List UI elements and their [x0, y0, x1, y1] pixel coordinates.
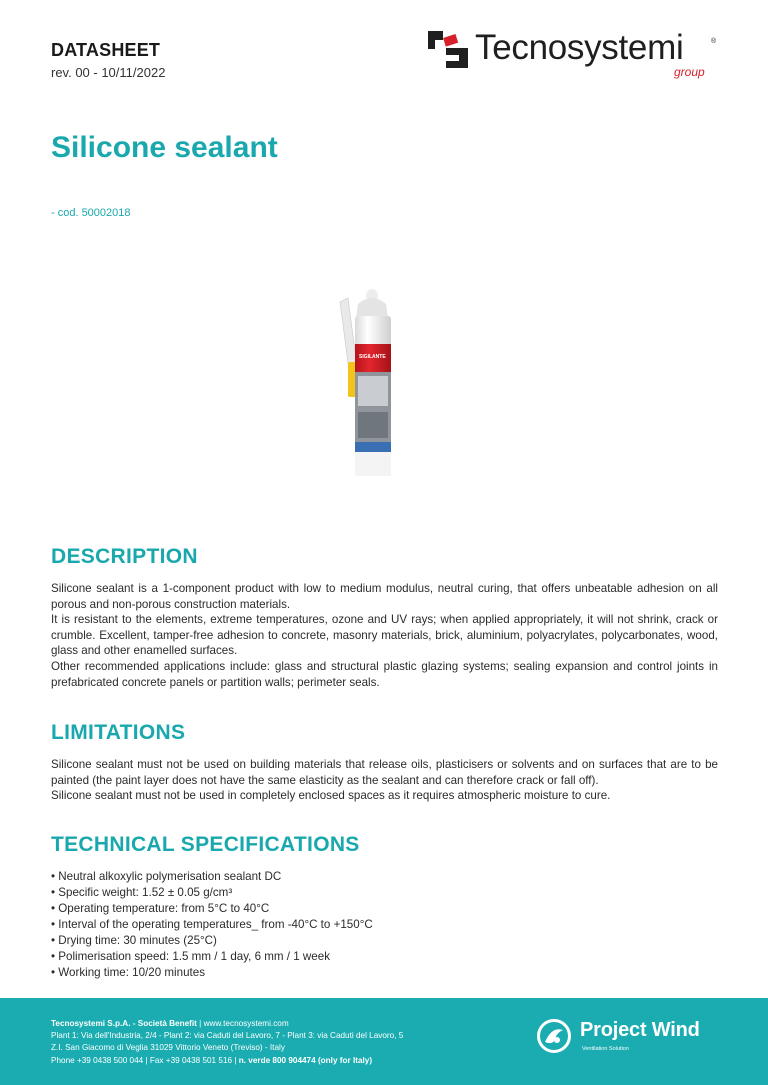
plant-addresses: Plant 1: Via dell'Industria, 2/4 - Plant 2: via Caduti del Lavoro, 7 - Plant 3: via Caduti del Lavoro, 5 [51, 1031, 404, 1041]
spec-item: • Specific weight: 1.52 ± 0.05 g/cm³ [51, 886, 233, 899]
toll-free-number: n. verde 800 904474 (only for Italy) [238, 1055, 373, 1065]
product-title: Silicone sealant [51, 131, 278, 164]
revision-date: rev. 00 - 10/11/2022 [51, 65, 166, 80]
description-paragraph: Other recommended applications include: glass and structural plastic glazing systems; sealing expansion and control joints in prefabricated concrete panels or partition walls; perimeter seals. [51, 659, 718, 689]
limitations-paragraph: Silicone sealant must not be used on building materials that release oils, plasticisers or solvents and on surfaces that are to be painted (the paint layer does not have the same elasticity as the sealant and can therefore crack or fall off). [51, 758, 718, 787]
phone-fax: Phone +39 0438 500 044 | Fax +39 0438 501 516 | [51, 1055, 239, 1065]
spec-item: • Neutral alkoxylic polymerisation sealant DC [51, 870, 282, 883]
description-paragraph: Silicone sealant is a 1-component product with low to medium modulus, neutral curing, that offers unbeatable adhesion on all porous and non-porous construction materials. [51, 582, 718, 611]
description-section [51, 545, 718, 690]
limitations-section [51, 721, 718, 804]
document-type: DATASHEET [51, 40, 161, 60]
company-info [51, 1018, 403, 1067]
project-wind-icon [536, 1018, 572, 1054]
tube-label: SIGILANTE [359, 354, 386, 360]
specs-heading: TECHNICAL SPECIFICATIONS [51, 833, 360, 856]
brand-group: group [674, 65, 705, 79]
silicone-tube-image [328, 286, 412, 476]
document-header [51, 40, 165, 80]
company-name: Tecnosystemi S.p.A. - Società Benefit [51, 1019, 197, 1028]
spec-item: • Operating temperature: from 5°C to 40°C [51, 902, 270, 915]
brand-name: Tecnosystemi [475, 28, 684, 67]
product-code: - cod. 50002018 [51, 207, 131, 219]
spec-item: • Polimerisation speed: 1.5 mm / 1 day, 6 mm / 1 week [51, 950, 330, 963]
specs-section [51, 833, 718, 981]
limitations-paragraph: Silicone sealant must not be used in completely enclosed spaces as it requires atmospheric moisture to cure. [51, 789, 611, 803]
registered-mark: ® [711, 38, 717, 45]
company-address: Z.I. San Giacomo di Veglia 31029 Vittorio Veneto (Treviso) - Italy [51, 1043, 285, 1053]
specs-list [51, 869, 718, 981]
tecnosystemi-logo [428, 28, 728, 80]
page-footer [0, 998, 768, 1085]
partner-tagline: Ventilation Solution [582, 1046, 629, 1052]
company-website[interactable]: | www.tecnosystemi.com [196, 1019, 289, 1028]
project-wind-logo [536, 1018, 726, 1058]
tecnosystemi-logo-icon [428, 28, 468, 68]
description-paragraph: It is resistant to the elements, extreme temperatures, ozone and UV rays; when applied appropriately, it will not shrink, crack or crumble. Excellent, tamper-free adhesion to concrete, masonry materials, brick, aluminium, polyacrylates, polycarbonates, wood, glass and other enamelled surfaces. [51, 613, 718, 658]
description-heading: DESCRIPTION [51, 545, 198, 568]
spec-item: • Drying time: 30 minutes (25°C) [51, 934, 217, 947]
spec-item: • Interval of the operating temperatures_ from -40°C to +150°C [51, 918, 373, 931]
limitations-heading: LIMITATIONS [51, 721, 186, 744]
partner-name: Project Wind [580, 1019, 700, 1041]
spec-item: • Working time: 10/20 minutes [51, 966, 205, 979]
